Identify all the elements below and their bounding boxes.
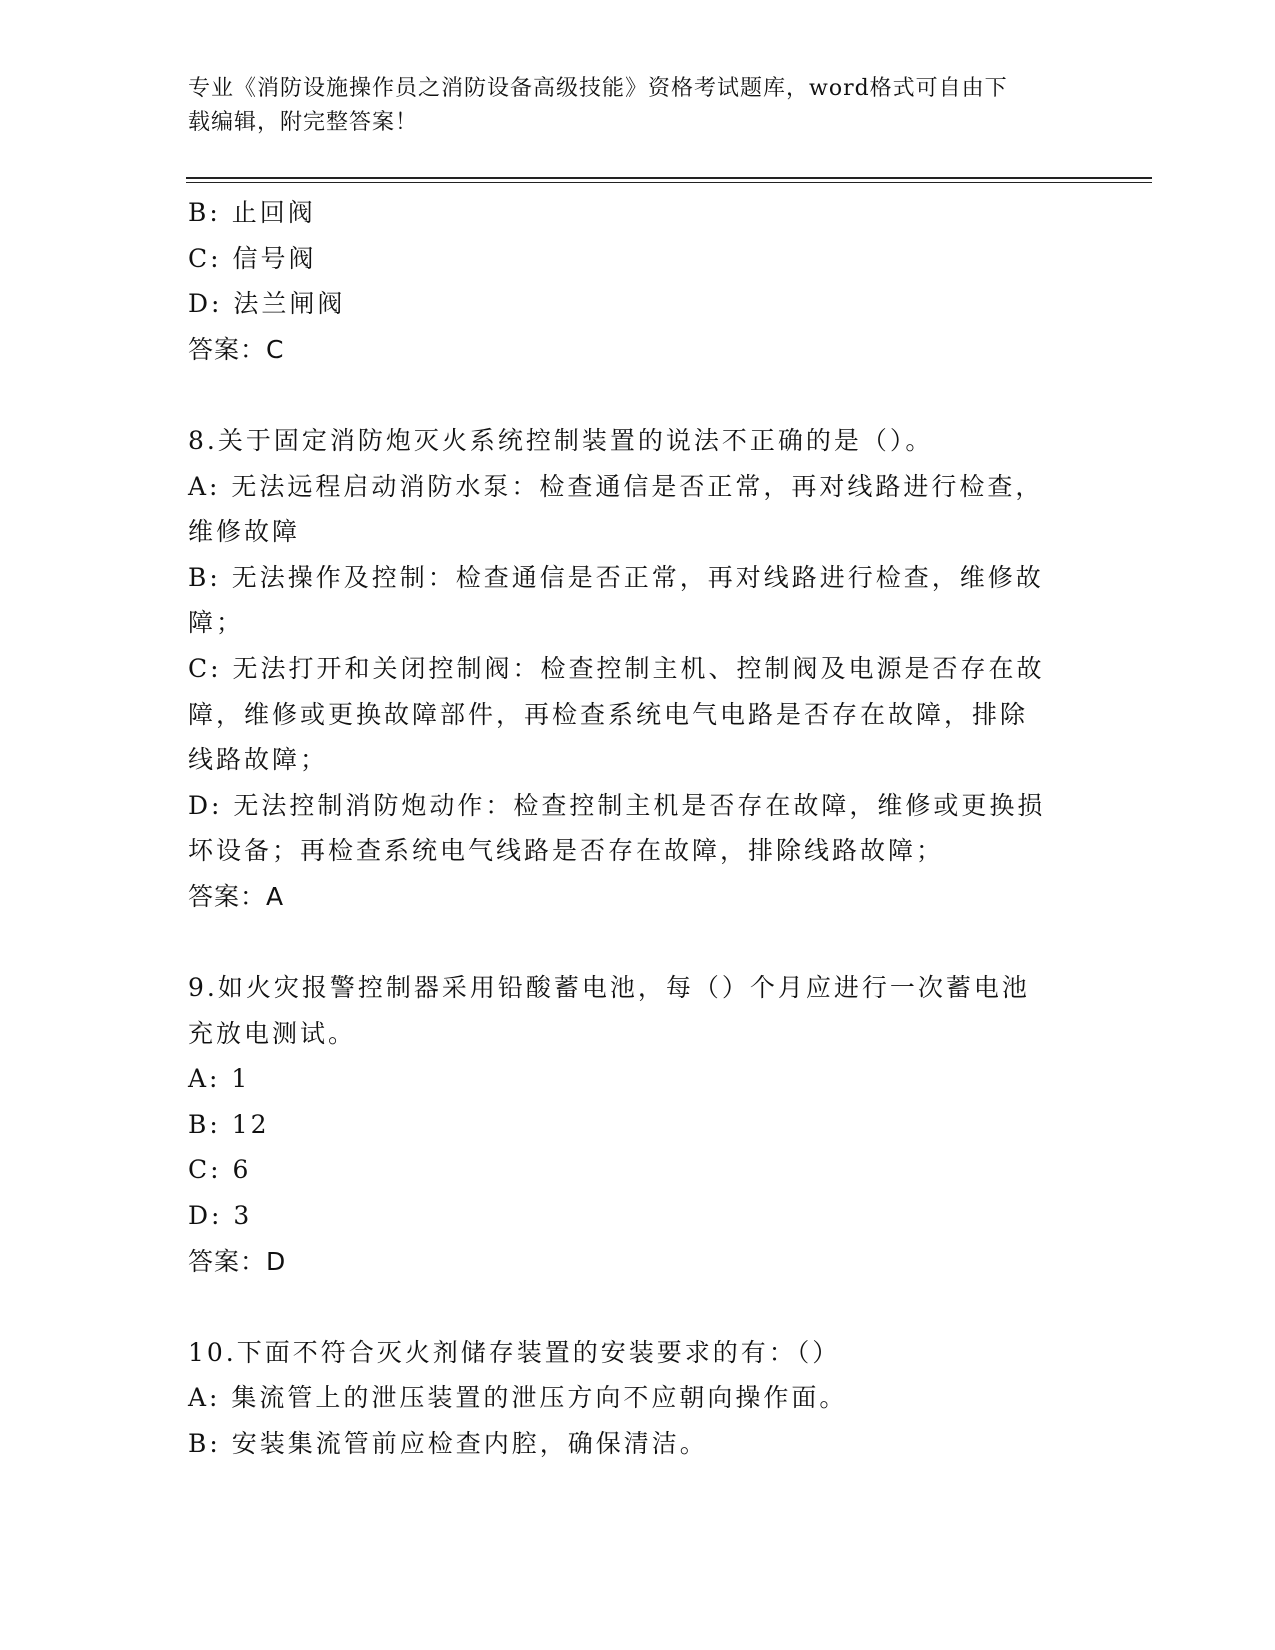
answer: 答案：D bbox=[188, 1246, 287, 1276]
question-stem: 10.下面不符合灭火剂储存装置的安装要求的有：（） bbox=[188, 1337, 841, 1367]
option-c: C: 无法打开和关闭控制阀：检查控制主机、控制阀及电源是否存在故 bbox=[188, 653, 1045, 683]
answer: 答案：C bbox=[188, 334, 285, 364]
option-d-cont: 坏设备；再检查系统电气线路是否存在故障，排除线路故障； bbox=[188, 836, 945, 866]
spacer bbox=[188, 920, 1088, 966]
header-divider-thick bbox=[186, 177, 1152, 179]
document-body bbox=[188, 190, 1088, 1467]
option-d: D: 3 bbox=[188, 1201, 253, 1231]
option-d: D: 法兰闸阀 bbox=[188, 289, 346, 319]
question-stem: 9.如火灾报警控制器采用铅酸蓄电池，每（）个月应进行一次蓄电池 bbox=[188, 973, 1030, 1003]
spacer bbox=[188, 372, 1088, 418]
option-a: A: 无法远程启动消防水泵：检查通信是否正常，再对线路进行检查， bbox=[188, 471, 1044, 501]
header-divider-thin bbox=[186, 182, 1152, 183]
question-10 bbox=[188, 1330, 1088, 1467]
question-stem-cont: 充放电测试。 bbox=[188, 1018, 357, 1048]
option-c: C: 6 bbox=[188, 1155, 252, 1185]
option-a: A: 1 bbox=[188, 1064, 251, 1094]
question-stem: 8.关于固定消防炮灭火系统控制装置的说法不正确的是（）。 bbox=[188, 425, 934, 455]
option-a: A: 集流管上的泄压装置的泄压方向不应朝向操作面。 bbox=[188, 1383, 848, 1413]
option-d: D: 无法控制消防炮动作：检查控制主机是否存在故障，维修或更换损 bbox=[188, 790, 1046, 820]
option-c-cont: 障，维修或更换故障部件，再检查系统电气电路是否存在故障，排除 bbox=[188, 699, 1029, 729]
header-line-1: 专业《消防设施操作员之消防设备高级技能》资格考试题库，word格式可自由下 bbox=[188, 76, 1008, 101]
question-9 bbox=[188, 965, 1088, 1284]
spacer bbox=[188, 1284, 1088, 1330]
question-7 bbox=[188, 190, 1088, 372]
option-b: B: 安装集流管前应检查内腔，确保清洁。 bbox=[188, 1429, 708, 1459]
page-header bbox=[188, 72, 1088, 140]
option-c-cont: 线路故障； bbox=[188, 745, 329, 775]
header-line-2: 载编辑，附完整答案！ bbox=[188, 110, 419, 135]
option-a-cont: 维修故障 bbox=[188, 517, 301, 547]
option-b: B: 无法操作及控制：检查通信是否正常，再对线路进行检查，维修故 bbox=[188, 562, 1044, 592]
option-b: B: 止回阀 bbox=[188, 198, 316, 227]
option-c: C: 信号阀 bbox=[188, 243, 317, 273]
option-b-cont: 障； bbox=[188, 608, 245, 638]
option-b: B: 12 bbox=[188, 1109, 270, 1139]
question-8 bbox=[188, 418, 1088, 920]
answer: 答案：A bbox=[188, 881, 285, 911]
